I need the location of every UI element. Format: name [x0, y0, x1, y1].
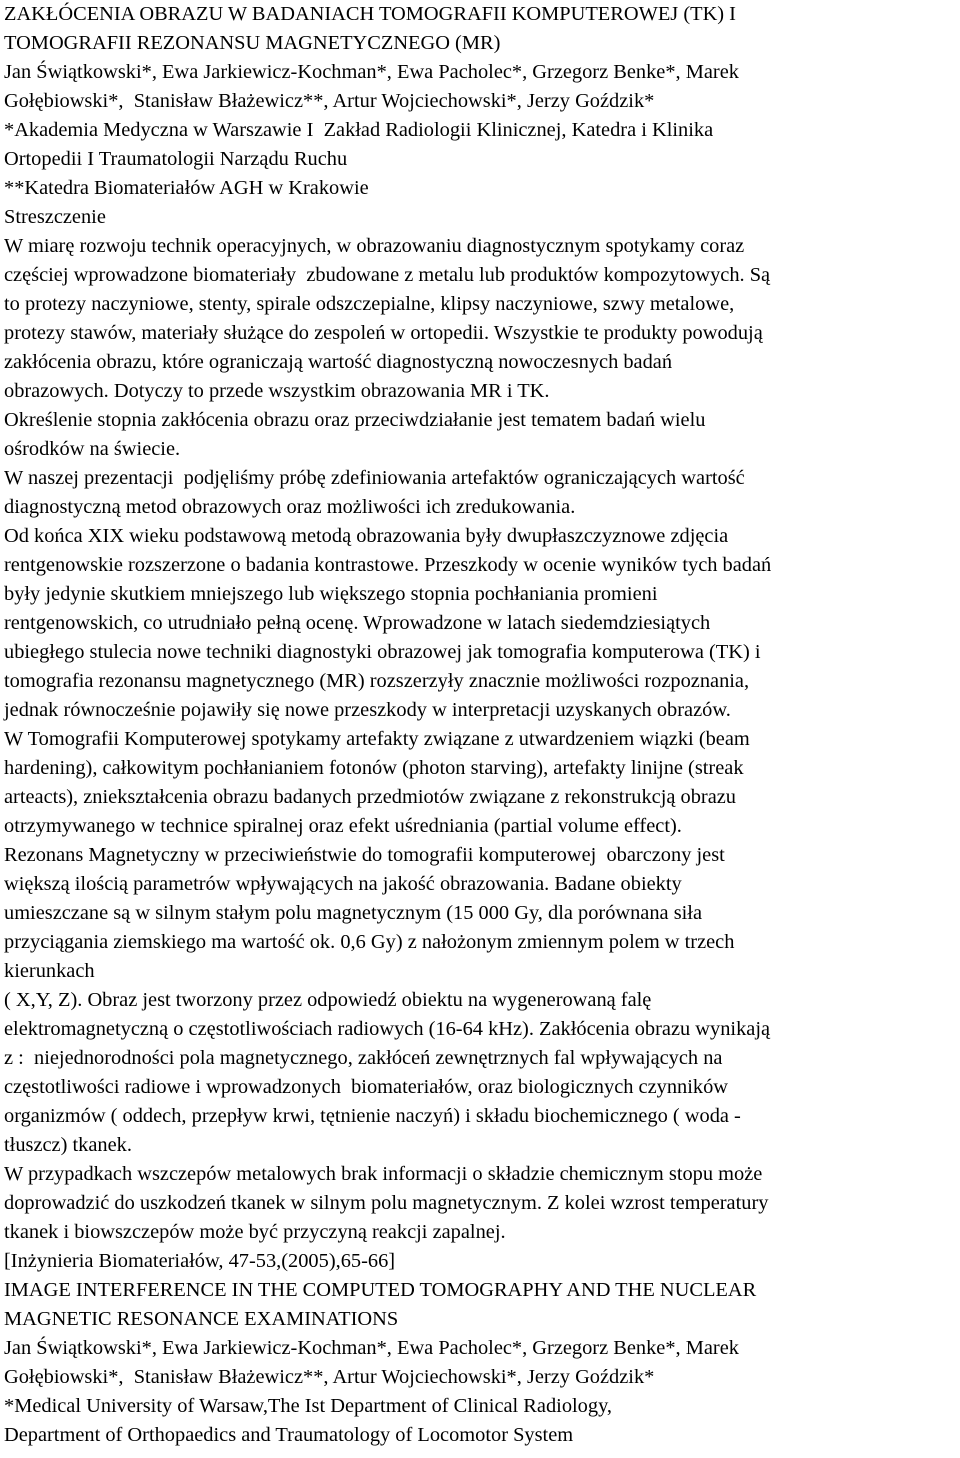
body-text-line: arteacts), zniekształcenia obrazu badanych przedmiotów związane z rekonstrukcją obrazu: [4, 786, 736, 808]
body-text-line: umieszczane są w silnym stałym polu magnetycznym (15 000 Gy, dla porównana siła: [4, 902, 703, 924]
body-text-line: hardening), całkowitym pochłanianiem fotonów (photon starving), artefakty linijne (streak: [4, 757, 744, 779]
authors-line-1: Jan Świątkowski*, Ewa Jarkiewicz-Kochman*, Ewa Pacholec*, Grzegorz Benke*, Marek: [4, 61, 739, 83]
english-affiliation-line-1: *Medical University of Warsaw,The Ist Department of Clinical Radiology,: [4, 1395, 613, 1417]
body-text-line: protezy stawów, materiały służące do zespoleń w ortopedii. Wszystkie te produkty powodują: [4, 322, 763, 344]
body-text-line: otrzymywanego w technice spiralnej oraz efekt uśredniania (partial volume effect).: [4, 815, 682, 837]
body-text-line: organizmów ( oddech, przepływ krwi, tętnienie naczyń) i składu biochemicznego ( woda -: [4, 1105, 741, 1127]
title-line-1: ZAKŁÓCENIA OBRAZU W BADANIACH TOMOGRAFII KOMPUTEROWEJ (TK) I: [4, 3, 736, 25]
body-text-line: Od końca XIX wieku podstawową metodą obrazowania były dwupłaszczyznowe zdjęcia: [4, 525, 729, 547]
body-text-line: W przypadkach wszczepów metalowych brak informacji o składzie chemicznym stopu może: [4, 1163, 763, 1185]
body-text-line: tłuszcz) tkanek.: [4, 1134, 132, 1156]
body-text-line: obrazowych. Dotyczy to przede wszystkim obrazowania MR i TK.: [4, 380, 550, 402]
body-text-line: jednak równocześnie pojawiły się nowe przeszkody w interpretacji uzyskanych obrazów.: [4, 699, 731, 721]
body-text-line: diagnostyczną metod obrazowych oraz możliwości ich zredukowania.: [4, 496, 576, 518]
body-text-line: Rezonans Magnetyczny w przeciwieństwie do tomografii komputerowej obarczony jest: [4, 844, 725, 866]
body-text-line: kierunkach: [4, 960, 95, 982]
body-text-line: elektromagnetyczną o częstotliwościach radiowych (16-64 kHz). Zakłócenia obrazu wynikają: [4, 1018, 771, 1040]
body-text-line: W Tomografii Komputerowej spotykamy artefakty związane z utwardzeniem wiązki (beam: [4, 728, 750, 750]
body-text-line: były jedynie skutkiem mniejszego lub większego stopnia pochłaniania promieni: [4, 583, 658, 605]
english-title-line-1: IMAGE INTERFERENCE IN THE COMPUTED TOMOGRAPHY AND THE NUCLEAR: [4, 1279, 757, 1301]
affiliation-line-2: Ortopedii I Traumatologii Narządu Ruchu: [4, 148, 348, 170]
body-text-line: to protezy naczyniowe, stenty, spirale odszczepialne, klipsy naczyniowe, szwy metalowe,: [4, 293, 735, 315]
body-text-line: częściej wprowadzone biomateriały zbudowane z metalu lub produktów kompozytowych. Są: [4, 264, 771, 286]
english-authors-line-2: Gołębiowski*, Stanisław Błażewicz**, Artur Wojciechowski*, Jerzy Goździk*: [4, 1366, 655, 1388]
citation: [Inżynieria Biomateriałów, 47-53,(2005),65-66]: [4, 1250, 396, 1272]
body-text-line: W miarę rozwoju technik operacyjnych, w obrazowaniu diagnostycznym spotykamy coraz: [4, 235, 745, 257]
body-text-line: z : niejednorodności pola magnetycznego, zakłóceń zewnętrznych fal wpływających na: [4, 1047, 723, 1069]
body-text-line: rentgenowskich, co utrudniało pełną ocenę. Wprowadzone w latach siedemdziesiątych: [4, 612, 711, 634]
body-text-line: przyciągania ziemskiego ma wartość ok. 0,6 Gy) z nałożonym zmiennym polem w trzech: [4, 931, 735, 953]
body-text-line: Określenie stopnia zakłócenia obrazu oraz przeciwdziałanie jest tematem badań wielu: [4, 409, 706, 431]
abstract-heading: Streszczenie: [4, 206, 106, 228]
english-authors-line-1: Jan Świątkowski*, Ewa Jarkiewicz-Kochman*, Ewa Pacholec*, Grzegorz Benke*, Marek: [4, 1337, 739, 1359]
body-text-line: zakłócenia obrazu, które ograniczają wartość diagnostyczną nowoczesnych badań: [4, 351, 673, 373]
body-text-line: większą ilością parametrów wpływających na jakość obrazowania. Badane obiekty: [4, 873, 682, 895]
body-text-line: tomografia rezonansu magnetycznego (MR) rozszerzyły znacznie możliwości rozpoznania,: [4, 670, 750, 692]
authors-line-2: Gołębiowski*, Stanisław Błażewicz**, Artur Wojciechowski*, Jerzy Goździk*: [4, 90, 655, 112]
body-text-line: ubiegłego stulecia nowe techniki diagnostyki obrazowej jak tomografia komputerowa (TK) i: [4, 641, 761, 663]
affiliation-line-3: **Katedra Biomateriałów AGH w Krakowie: [4, 177, 369, 199]
english-affiliation-line-2: Department of Orthopaedics and Traumatology of Locomotor System: [4, 1424, 574, 1446]
body-text-line: W naszej prezentacji podjęliśmy próbę zdefiniowania artefaktów ograniczających wartość: [4, 467, 745, 489]
body-text-line: rentgenowskie rozszerzone o badania kontrastowe. Przeszkody w ocenie wyników tych badań: [4, 554, 772, 576]
body-text-line: ( X,Y, Z). Obraz jest tworzony przez odpowiedź obiektu na wygenerowaną falę: [4, 989, 652, 1011]
title-line-2: TOMOGRAFII REZONANSU MAGNETYCZNEGO (MR): [4, 32, 501, 54]
body-text-line: częstotliwości radiowe i wprowadzonych biomateriałów, oraz biologicznych czynników: [4, 1076, 729, 1098]
body-text-line: doprowadzić do uszkodzeń tkanek w silnym polu magnetycznym. Z kolei wzrost temperatury: [4, 1192, 769, 1214]
english-title-line-2: MAGNETIC RESONANCE EXAMINATIONS: [4, 1308, 399, 1330]
affiliation-line-1: *Akademia Medyczna w Warszawie I Zakład Radiologii Klinicznej, Katedra i Klinika: [4, 119, 714, 141]
body-text-line: ośrodków na świecie.: [4, 438, 181, 460]
body-text-line: tkanek i biowszczepów może być przyczyną reakcji zapalnej.: [4, 1221, 506, 1243]
